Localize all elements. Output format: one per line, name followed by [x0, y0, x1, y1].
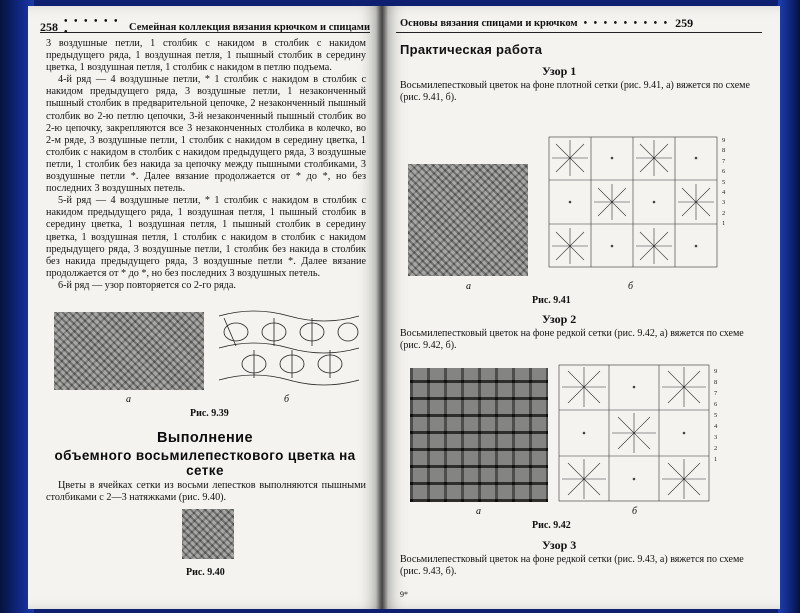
section-text: Цветы в ячейках сетки из восьми лепестков выполняются пышными столбиками с 2—3 натяжками (рис. 9.40).	[46, 480, 366, 504]
row-number: 6	[722, 168, 726, 176]
right-page-header	[400, 16, 760, 31]
row-number: 1	[722, 220, 726, 228]
pattern3-title: Узор 3	[542, 538, 577, 552]
header-rule	[396, 32, 762, 33]
pattern1-text: Восьмилепестковый цветок на фоне плотной сетки (рис. 9.41, а) вяжется по схеме (рис. 9.41, б).	[400, 80, 750, 103]
pattern1-title: Узор 1	[542, 64, 577, 78]
row-number: 7	[722, 157, 726, 165]
fig-941-label-b: б	[628, 281, 634, 292]
row-number: 6	[714, 401, 718, 408]
row-number: 9	[722, 137, 726, 144]
fig-939-label-b: б	[284, 394, 290, 405]
fig-941-row-numbers	[722, 136, 725, 230]
fig-942-photo	[410, 368, 548, 502]
row-number: 7	[714, 390, 718, 397]
row-number: 1	[714, 456, 718, 463]
row-number: 4	[714, 423, 718, 430]
row-number: 9	[714, 368, 718, 375]
page-number: 259	[675, 16, 694, 30]
section-heading-line1: Выполнение	[157, 430, 253, 446]
page-number: 258	[40, 19, 58, 34]
row-number: 8	[714, 379, 718, 386]
right-page	[382, 6, 780, 609]
header-rule	[40, 32, 370, 33]
running-title: Основы вязания спицами и крючком	[400, 18, 578, 29]
fig-941-diagram	[548, 136, 718, 268]
row-number: 8	[722, 147, 726, 155]
row-number: 5	[714, 412, 718, 419]
pattern2-text: Восьмилепестковый цветок на фоне редкой сетки (рис. 9.42, а) вяжется по схеме (рис. 9.42, б).	[400, 328, 744, 351]
paragraph: 5-й ряд — 4 воздушные петли, * 1 столбик с накидом в столбик с накидом предыдущего ряда, 1 воздушная петля, 1 пышный столбик в середину цветка, 1 воздушная петля, 1 пышный столбик в середину цветка, 1 воздушная петля, 1 столбик с накидом в столбик с накидом предыдущего ряда, 3 воздушные петли, 1 столбик без накида в столбик без накида предыдущего ряда, 3 воздушные петли *. Далее вязание продолжается от * до *, но без последних 3 воздушных петель.	[46, 195, 366, 279]
paragraph: 3 воздушные петли, 1 столбик с накидом в столбик с накидом предыдущего ряда, 1 воздушная петля, 1 пышный столбик в середину цветка, 1 воздушная петля, 1 столбик с накидом в петлю подъема.	[46, 38, 366, 74]
row-number: 2	[722, 209, 726, 217]
row-number: 3	[722, 199, 726, 207]
fig-941-caption: Рис. 9.41	[532, 295, 571, 306]
fig-940-caption: Рис. 9.40	[186, 567, 225, 578]
left-page	[28, 6, 382, 609]
fig-942-label-b: б	[632, 506, 638, 517]
row-number: 3	[714, 434, 718, 441]
practical-work-title: Практическая работа	[400, 42, 543, 57]
paragraph: 4-й ряд — 4 воздушные петли, * 1 столбик с накидом в столбик с накидом предыдущего ряда, 3 воздушные петли, 1 незаконченный пышный столбик в предварительной цепочке, 2 незаконченный пышный столбик во 2-ю петлю цепочки, 3-й незаконченный пышный столбик во 2-ю цепочку, закрепляются все 3 незаконченных столбика в колечко, во 2-м ряде, 3 воздушные петли, 1 столбик с накидом в середину цветка, 1 столбик с накидом в столбик с накидом предыдущего ряда, 3 воздушные петли, 1 столбик без накида за цепочку между пышными столбиками, 3 воздушные петли *. Далее вязание продолжается от * до *, но без последних 3 воздушных петель.	[46, 74, 366, 195]
pattern2-title: Узор 2	[542, 312, 577, 326]
running-title: Семейная коллекция вязания крючком и спицами	[129, 21, 370, 33]
fig-941-photo	[408, 164, 528, 276]
header-dots: • • • • • • • • •	[583, 18, 670, 29]
fig-939-caption: Рис. 9.39	[190, 408, 229, 419]
header-dots: • • • • • • •	[64, 16, 120, 38]
fig-942-diagram	[558, 364, 710, 502]
footer-signature-mark: 9*	[400, 590, 408, 599]
fig-940-photo	[182, 509, 234, 559]
left-page-header	[40, 16, 370, 38]
fig-941-label-a: а	[466, 281, 471, 292]
fig-939-diagram	[214, 306, 364, 392]
book-gutter	[376, 6, 388, 609]
fig-942-row-numbers	[714, 366, 717, 465]
book-cover-edge-right	[778, 0, 800, 613]
pattern3-text: Восьмилепестковый цветок на фоне редкой сетки (рис. 9.43, а) вяжется по схеме (рис. 9.43, б).	[400, 554, 744, 577]
paragraph: 6-й ряд — узор повторяется со 2-го ряда.	[58, 279, 236, 291]
fig-942-caption: Рис. 9.42	[532, 520, 571, 531]
row-number: 4	[722, 189, 726, 197]
fig-939-label-a: а	[126, 394, 131, 405]
row-number: 5	[722, 178, 726, 186]
fig-942-label-a: а	[476, 506, 481, 517]
fig-939-photo	[54, 312, 204, 390]
pattern-instructions	[46, 38, 366, 292]
row-number: 2	[714, 445, 718, 452]
section-heading-line2: объемного восьмилепесткового цветка на сетке	[54, 448, 356, 478]
